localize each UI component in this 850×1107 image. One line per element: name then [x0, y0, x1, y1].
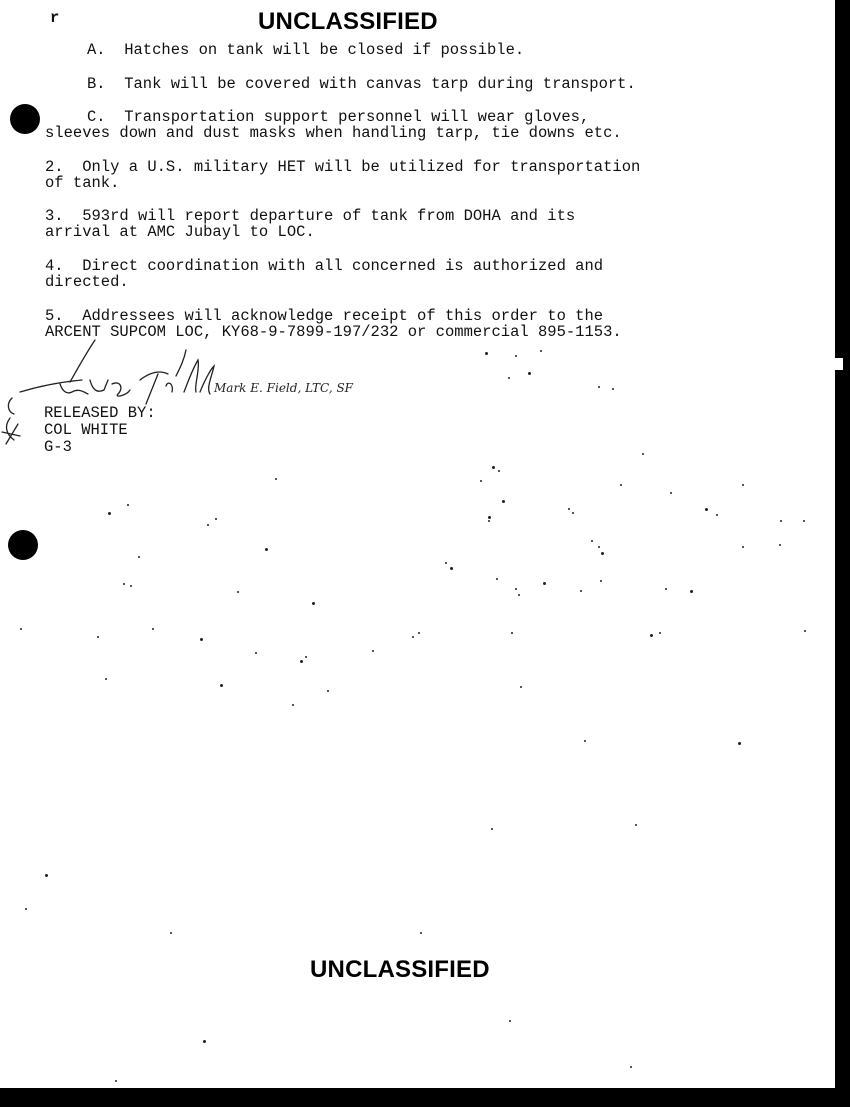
- scan-speck: [220, 684, 223, 687]
- scan-speck: [642, 453, 644, 455]
- scan-speck: [738, 742, 741, 745]
- scan-speck: [650, 634, 653, 637]
- scan-speck: [130, 585, 132, 587]
- scan-speck: [665, 588, 667, 590]
- item-c-line2: sleeves down and dust masks when handling tarp, tie downs etc.: [45, 124, 622, 142]
- scan-speck: [572, 512, 574, 514]
- scan-speck: [480, 480, 482, 482]
- scan-speck: [742, 546, 744, 548]
- scan-speck: [215, 518, 217, 520]
- scan-speck: [515, 588, 517, 590]
- scan-speck: [237, 591, 239, 593]
- para2-line2: of tank.: [45, 174, 120, 192]
- scan-border-right: [835, 0, 850, 1107]
- scan-speck: [305, 656, 307, 658]
- para5-line2: ARCENT SUPCOM LOC, KY68-9-7899-197/232 or commercial 895-1153.: [45, 323, 622, 341]
- svg-text:Mark E. Field, LTC, SF: Mark E. Field, LTC, SF: [214, 381, 353, 395]
- punch-hole-bottom: [8, 530, 38, 560]
- scan-speck: [690, 590, 693, 593]
- scan-speck: [518, 594, 520, 596]
- scan-speck: [491, 828, 493, 830]
- scan-speck: [804, 630, 806, 632]
- scan-speck: [123, 583, 125, 585]
- scan-speck: [630, 1066, 632, 1068]
- para4-line1: 4. Direct coordination with all concerned is authorized and: [45, 257, 604, 275]
- para2-line1: 2. Only a U.S. military HET will be utilized for transportation: [45, 158, 641, 176]
- scan-speck: [780, 520, 782, 522]
- scan-speck: [511, 632, 513, 634]
- bottom-classification: UNCLASSIFIED: [310, 956, 490, 983]
- scan-speck: [203, 1040, 206, 1043]
- scan-speck: [127, 504, 129, 506]
- top-classification: UNCLASSIFIED: [258, 8, 438, 35]
- scan-speck: [620, 484, 622, 486]
- para3-line1: 3. 593rd will report departure of tank from DOHA and its: [45, 207, 576, 225]
- scan-speck: [105, 678, 107, 680]
- scan-speck: [716, 514, 718, 516]
- scan-speck: [485, 352, 488, 355]
- scan-speck: [600, 580, 602, 582]
- para4-line2: directed.: [45, 273, 129, 291]
- scan-speck: [591, 540, 593, 542]
- scan-speck: [97, 636, 99, 638]
- scan-speck: [803, 520, 805, 522]
- scan-border-notch: [835, 358, 843, 370]
- releasing-office: G-3: [44, 438, 72, 456]
- scan-speck: [670, 492, 672, 494]
- scan-speck: [520, 686, 522, 688]
- scan-speck: [705, 508, 708, 511]
- scan-speck: [45, 874, 48, 877]
- scan-speck: [509, 1020, 511, 1022]
- scan-speck: [659, 632, 661, 634]
- scan-speck: [515, 355, 517, 357]
- scan-border-bottom: [0, 1088, 850, 1107]
- handwritten-signature: [0, 340, 353, 460]
- scan-speck: [445, 562, 447, 564]
- scan-speck: [612, 388, 614, 390]
- scan-speck: [372, 650, 374, 652]
- scan-speck: [20, 628, 22, 630]
- scan-speck: [584, 740, 586, 742]
- scan-speck: [327, 690, 329, 692]
- scan-speck: [265, 548, 268, 551]
- corner-mark: r: [50, 9, 60, 27]
- scan-speck: [412, 636, 414, 638]
- scan-speck: [115, 1080, 117, 1082]
- scan-speck: [635, 824, 637, 826]
- scan-speck: [492, 466, 495, 469]
- scan-speck: [300, 660, 303, 663]
- punch-hole-top: [10, 104, 40, 134]
- scan-speck: [152, 628, 154, 630]
- scan-speck: [108, 512, 111, 515]
- para3-line2: arrival at AMC Jubayl to LOC.: [45, 223, 315, 241]
- scan-speck: [170, 932, 172, 934]
- scan-speck: [598, 386, 600, 388]
- scan-speck: [420, 932, 422, 934]
- scan-speck: [292, 704, 294, 706]
- scan-speck: [508, 377, 510, 379]
- scan-speck: [207, 524, 209, 526]
- scan-speck: [138, 556, 140, 558]
- scan-speck: [450, 567, 453, 570]
- scan-speck: [779, 544, 781, 546]
- scan-speck: [255, 652, 257, 654]
- para5-line1: 5. Addressees will acknowledge receipt of this order to the: [45, 307, 604, 325]
- scan-speck: [498, 470, 500, 472]
- scan-speck: [543, 582, 546, 585]
- scan-speck: [742, 484, 744, 486]
- scan-speck: [275, 478, 277, 480]
- item-c-line1: C. Transportation support personnel will wear gloves,: [87, 108, 590, 126]
- released-by-label: RELEASED BY:: [44, 404, 156, 422]
- scan-speck: [496, 578, 498, 580]
- scan-speck: [488, 520, 490, 522]
- scan-speck: [502, 500, 505, 503]
- scan-speck: [312, 602, 315, 605]
- scan-speck: [568, 508, 570, 510]
- scan-speck: [601, 552, 604, 555]
- item-b: B. Tank will be covered with canvas tarp during transport.: [87, 75, 636, 93]
- scan-speck: [598, 546, 600, 548]
- item-a: A. Hatches on tank will be closed if possible.: [87, 41, 525, 59]
- scan-speck: [25, 908, 27, 910]
- releasing-officer-name: COL WHITE: [44, 421, 128, 439]
- scan-speck: [200, 638, 203, 641]
- scan-speck: [540, 350, 542, 352]
- scan-speck: [528, 372, 531, 375]
- scan-speck: [488, 516, 491, 519]
- scan-speck: [418, 632, 420, 634]
- scan-speck: [580, 590, 582, 592]
